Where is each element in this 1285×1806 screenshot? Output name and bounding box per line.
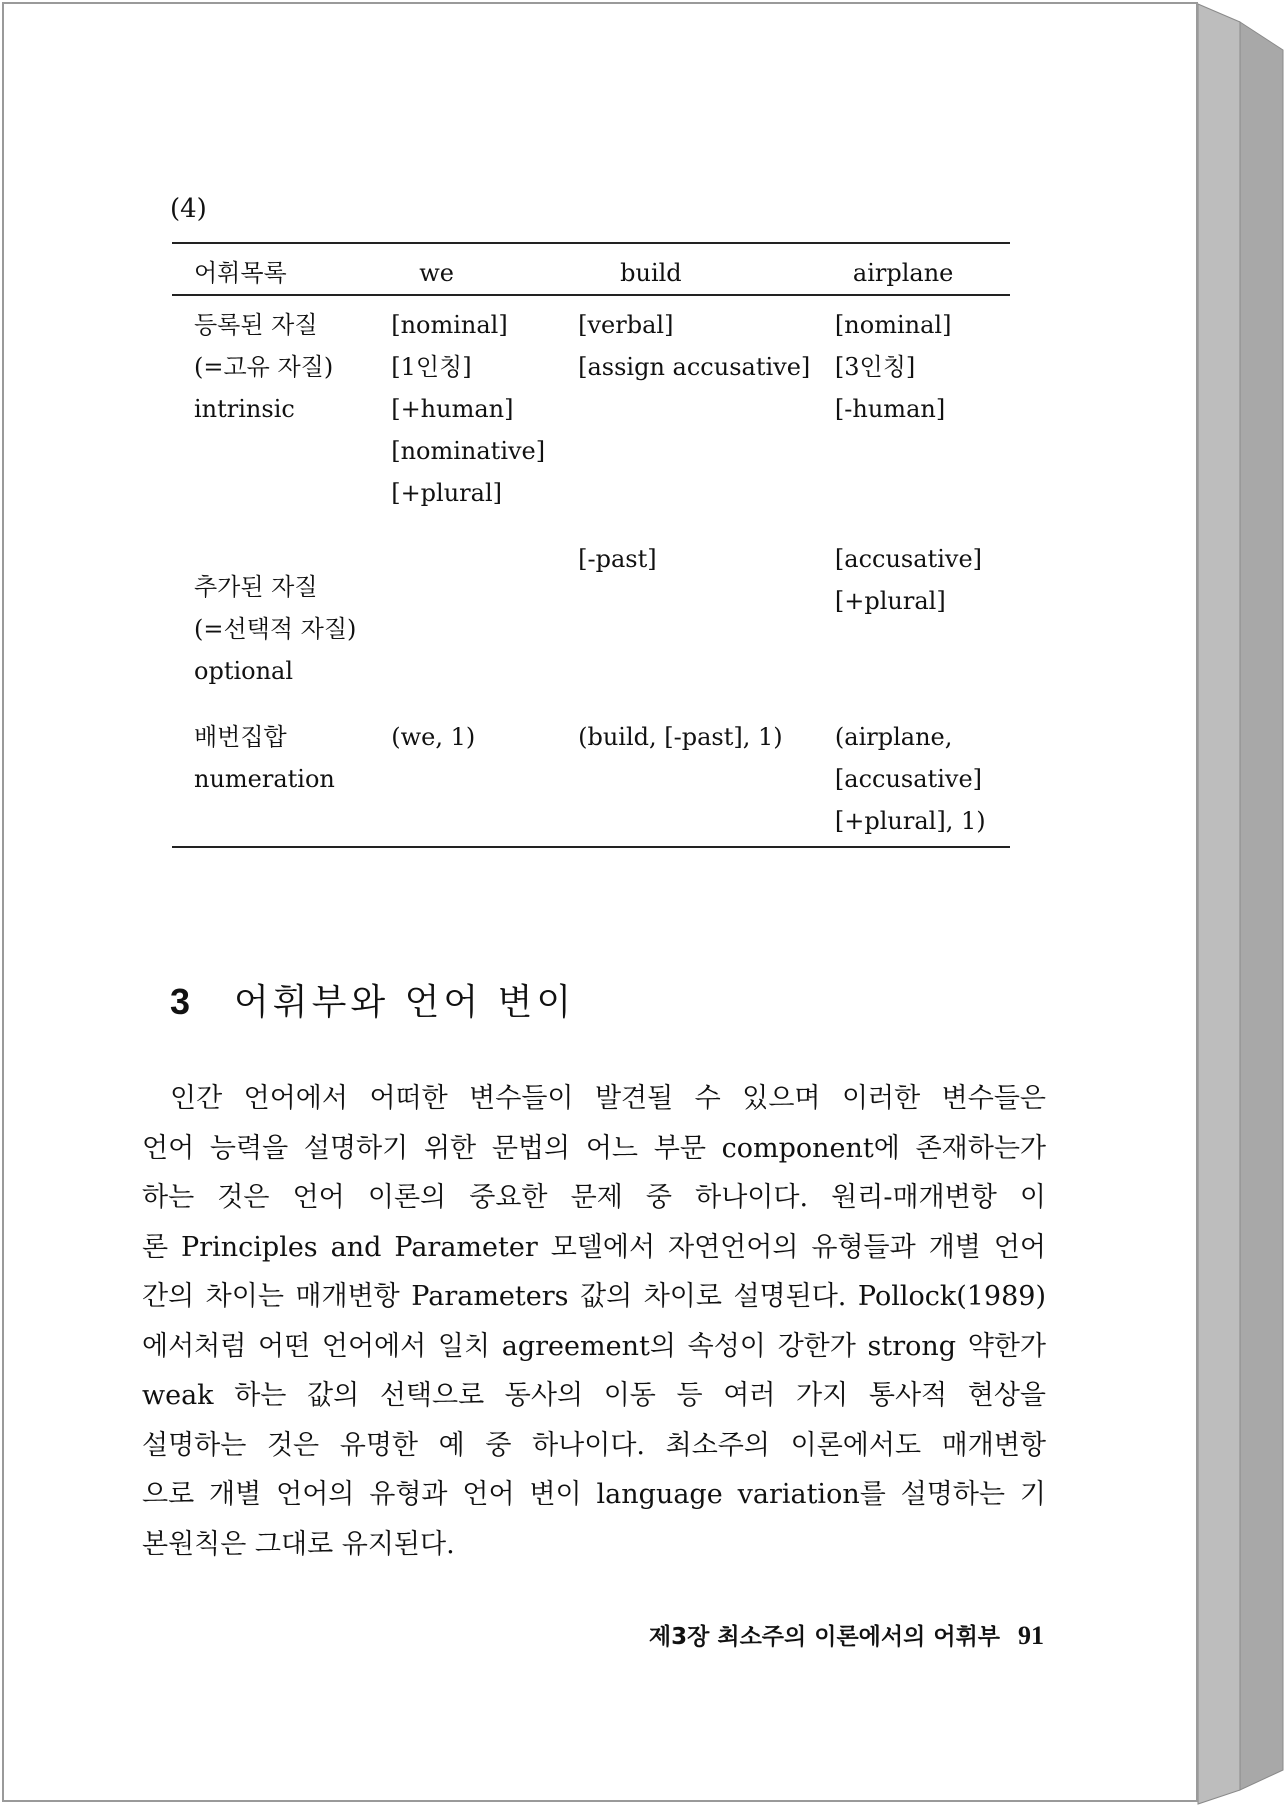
feature: [nominal] [391, 311, 508, 339]
paragraph-line: 론 Principles and Parameter 모델에서 자연언어의 유형들과 개별 언어 [142, 1231, 1046, 1263]
feature: [+plural], 1) [834, 807, 986, 835]
row-label-line: (=고유 자질) [194, 353, 334, 381]
feature: [-human] [834, 395, 946, 423]
paragraph-line: 인간 언어에서 어떠한 변수들이 발견될 수 있으며 이러한 변수들은 [170, 1083, 1046, 1114]
cell-we [391, 295, 578, 538]
paragraph-line: 에서처럼 어떤 언어에서 일치 agreement의 속성이 강한가 strong 약한가 [142, 1330, 1046, 1362]
cell-we [391, 716, 578, 847]
section-title: 어휘부와 언어 변이 [234, 982, 576, 1023]
feature: [nominal] [834, 311, 952, 339]
cell-build [578, 538, 835, 716]
feature: [+plural] [834, 587, 946, 615]
paragraph-line: 간의 차이는 매개변항 Parameters 값의 차이로 설명된다. Pollock(1989) [142, 1281, 1046, 1312]
row-label-line: 추가된 자질 [194, 573, 318, 601]
row-label-line: optional [194, 657, 294, 685]
row-label-line: 등록된 자질 [194, 311, 318, 339]
paragraph-line: 하는 것은 언어 이론의 중요한 문제 중 하나이다. 원리-매개변항 이 [142, 1182, 1046, 1213]
feature: [assign accusative] [578, 353, 811, 381]
section-number: 3 [170, 981, 191, 1022]
feature: [-past] [578, 545, 657, 573]
lexicon-feature-table [172, 242, 1010, 848]
table-header-row [172, 243, 1010, 295]
row-label [172, 716, 391, 847]
chapter-title: 제3장 최소주의 이론에서의 어휘부 [648, 1624, 1000, 1650]
page-number: 91 [1018, 1621, 1044, 1650]
row-label [172, 295, 391, 538]
cell-airplane [835, 538, 1010, 716]
row-label-line: 배번집합 [194, 723, 287, 751]
feature: (airplane, [834, 723, 953, 751]
paragraph-line: 으로 개별 언어의 유형과 언어 변이 language variation를 설명하는 기 [142, 1479, 1046, 1510]
feature: (we, 1) [391, 723, 476, 751]
feature: [accusative] [834, 765, 983, 793]
feature: [verbal] [578, 311, 674, 339]
cell-airplane [835, 295, 1010, 538]
header-build: build [578, 243, 835, 295]
example-number: (4) [170, 194, 207, 224]
table-row-optional [172, 538, 1010, 716]
cell-build [578, 295, 835, 538]
feature: [3인칭] [834, 353, 916, 381]
feature: (build, [-past], 1) [578, 723, 783, 751]
row-label-line: (=선택적 자질) [194, 615, 357, 643]
feature: [1인칭] [391, 353, 472, 381]
table-row-intrinsic [172, 295, 1010, 538]
running-footer [624, 1618, 1044, 1651]
section-heading [170, 974, 575, 1025]
feature: [accusative] [834, 545, 983, 573]
feature: [nominative] [391, 437, 546, 465]
cell-build [578, 716, 835, 847]
feature: [+plural] [391, 479, 502, 507]
cell-airplane [835, 716, 1010, 847]
cell-we [391, 538, 578, 716]
paragraph-line: weak 하는 값의 선택으로 동사의 이동 등 여러 가지 통사적 현상을 [142, 1380, 1046, 1411]
body-paragraph [142, 1074, 1046, 1569]
feature: [+human] [391, 395, 514, 423]
paragraph-line: 본원칙은 그대로 유지된다. [142, 1528, 455, 1560]
table-row-numeration [172, 716, 1010, 847]
header-lexicon-list: 어휘목록 [172, 243, 391, 295]
row-label-line: numeration [194, 765, 335, 793]
book-page [2, 2, 1198, 1802]
row-label [172, 538, 391, 716]
paragraph-line: 설명하는 것은 유명한 예 중 하나이다. 최소주의 이론에서도 매개변항 [142, 1429, 1046, 1461]
paragraph-line: 언어 능력을 설명하기 위한 문법의 어느 부문 component에 존재하는가 [142, 1132, 1046, 1164]
header-airplane: airplane [835, 243, 1010, 295]
row-label-line: intrinsic [194, 395, 295, 423]
header-we: we [391, 243, 578, 295]
